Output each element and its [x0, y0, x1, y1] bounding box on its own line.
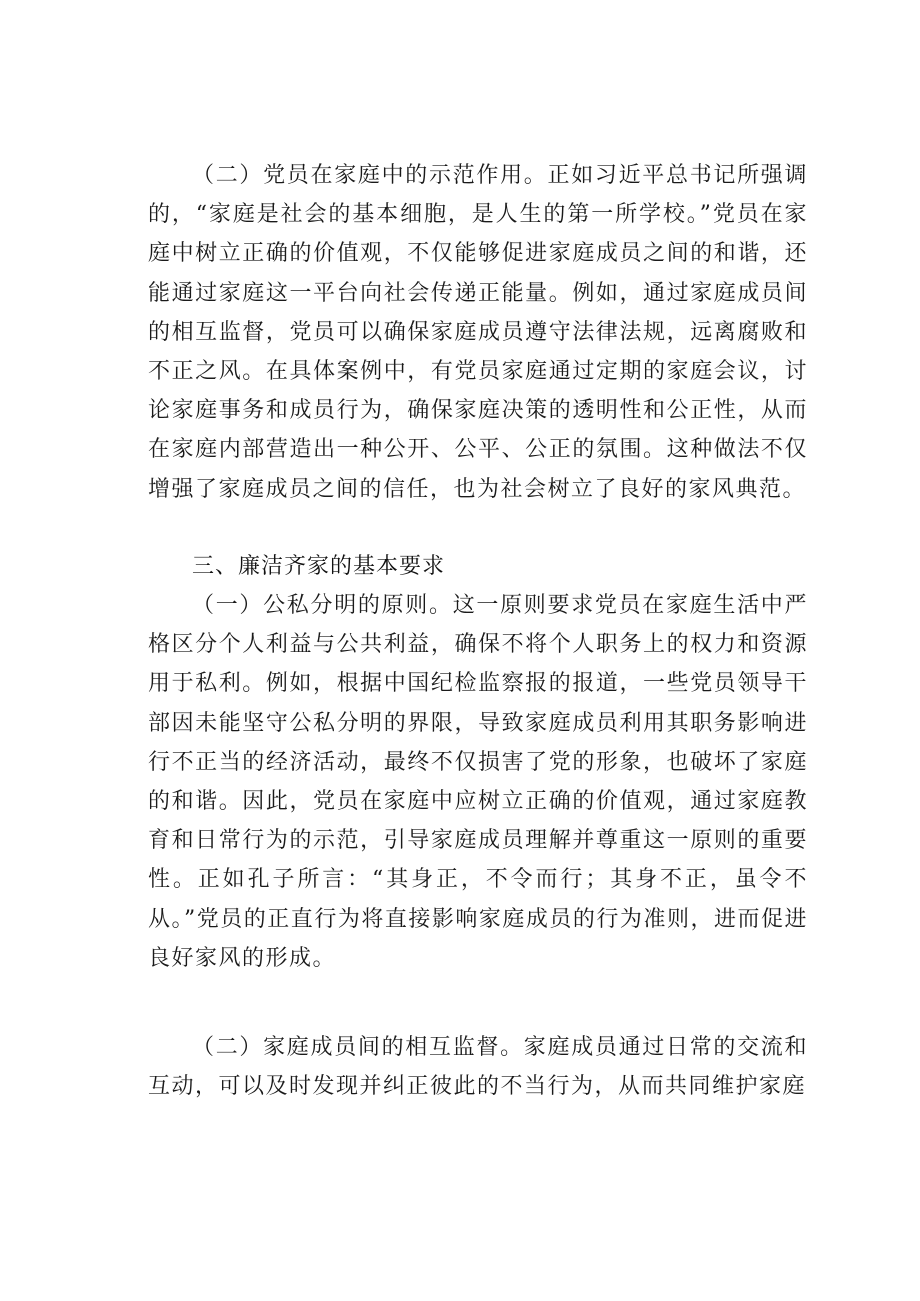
section-heading: 三、廉洁齐家的基本要求 — [192, 554, 446, 579]
paragraph-family-role-model — [148, 156, 808, 509]
paragraph-text: （一）公私分明的原则。这一原则要求党员在家庭生活中严格区分个人利益与公共利益，确保不将个人职务上的权力和资源用于私利。例如，根据中国纪检监察报的报道，一些党员领导干部因未能坚守公私分明的界限，导致家庭成员利用其职务影响进行不正当的经济活动，最终不仅损害了党的形象，也破坏了家庭的和谐。因此，党员在家庭中应树立正确的价值观，通过家庭教育和日常行为的示范，引导家庭成员理解并尊重这一原则的重要性。正如孔子所言：“其身正，不令而行；其身不正，虽令不从。”党员的正直行为将直接影响家庭成员的行为准则，进而促进良好家风的形成。 — [148, 593, 808, 971]
paragraph-mutual-supervision — [148, 1028, 808, 1106]
paragraph-text: （二）家庭成员间的相互监督。家庭成员通过日常的交流和互动，可以及时发现并纠正彼此的不当行为，从而共同维护家庭 — [148, 1035, 808, 1100]
paragraph-public-private-principle — [148, 586, 808, 978]
paragraph-text: （二）党员在家庭中的示范作用。正如习近平总书记所强调的，“家庭是社会的基本细胞，是人生的第一所学校。”党员在家庭中树立正确的价值观，不仅能够促进家庭成员之间的和谐，还能通过家庭这一平台向社会传递正能量。例如，通过家庭成员间的相互监督，党员可以确保家庭成员遵守法律法规，远离腐败和不正之风。在具体案例中，有党员家庭通过定期的家庭会议，讨论家庭事务和成员行为，确保家庭决策的透明性和公正性，从而在家庭内部营造出一种公开、公平、公正的氛围。这种做法不仅增强了家庭成员之间的信任，也为社会树立了良好的家风典范。 — [148, 163, 808, 502]
